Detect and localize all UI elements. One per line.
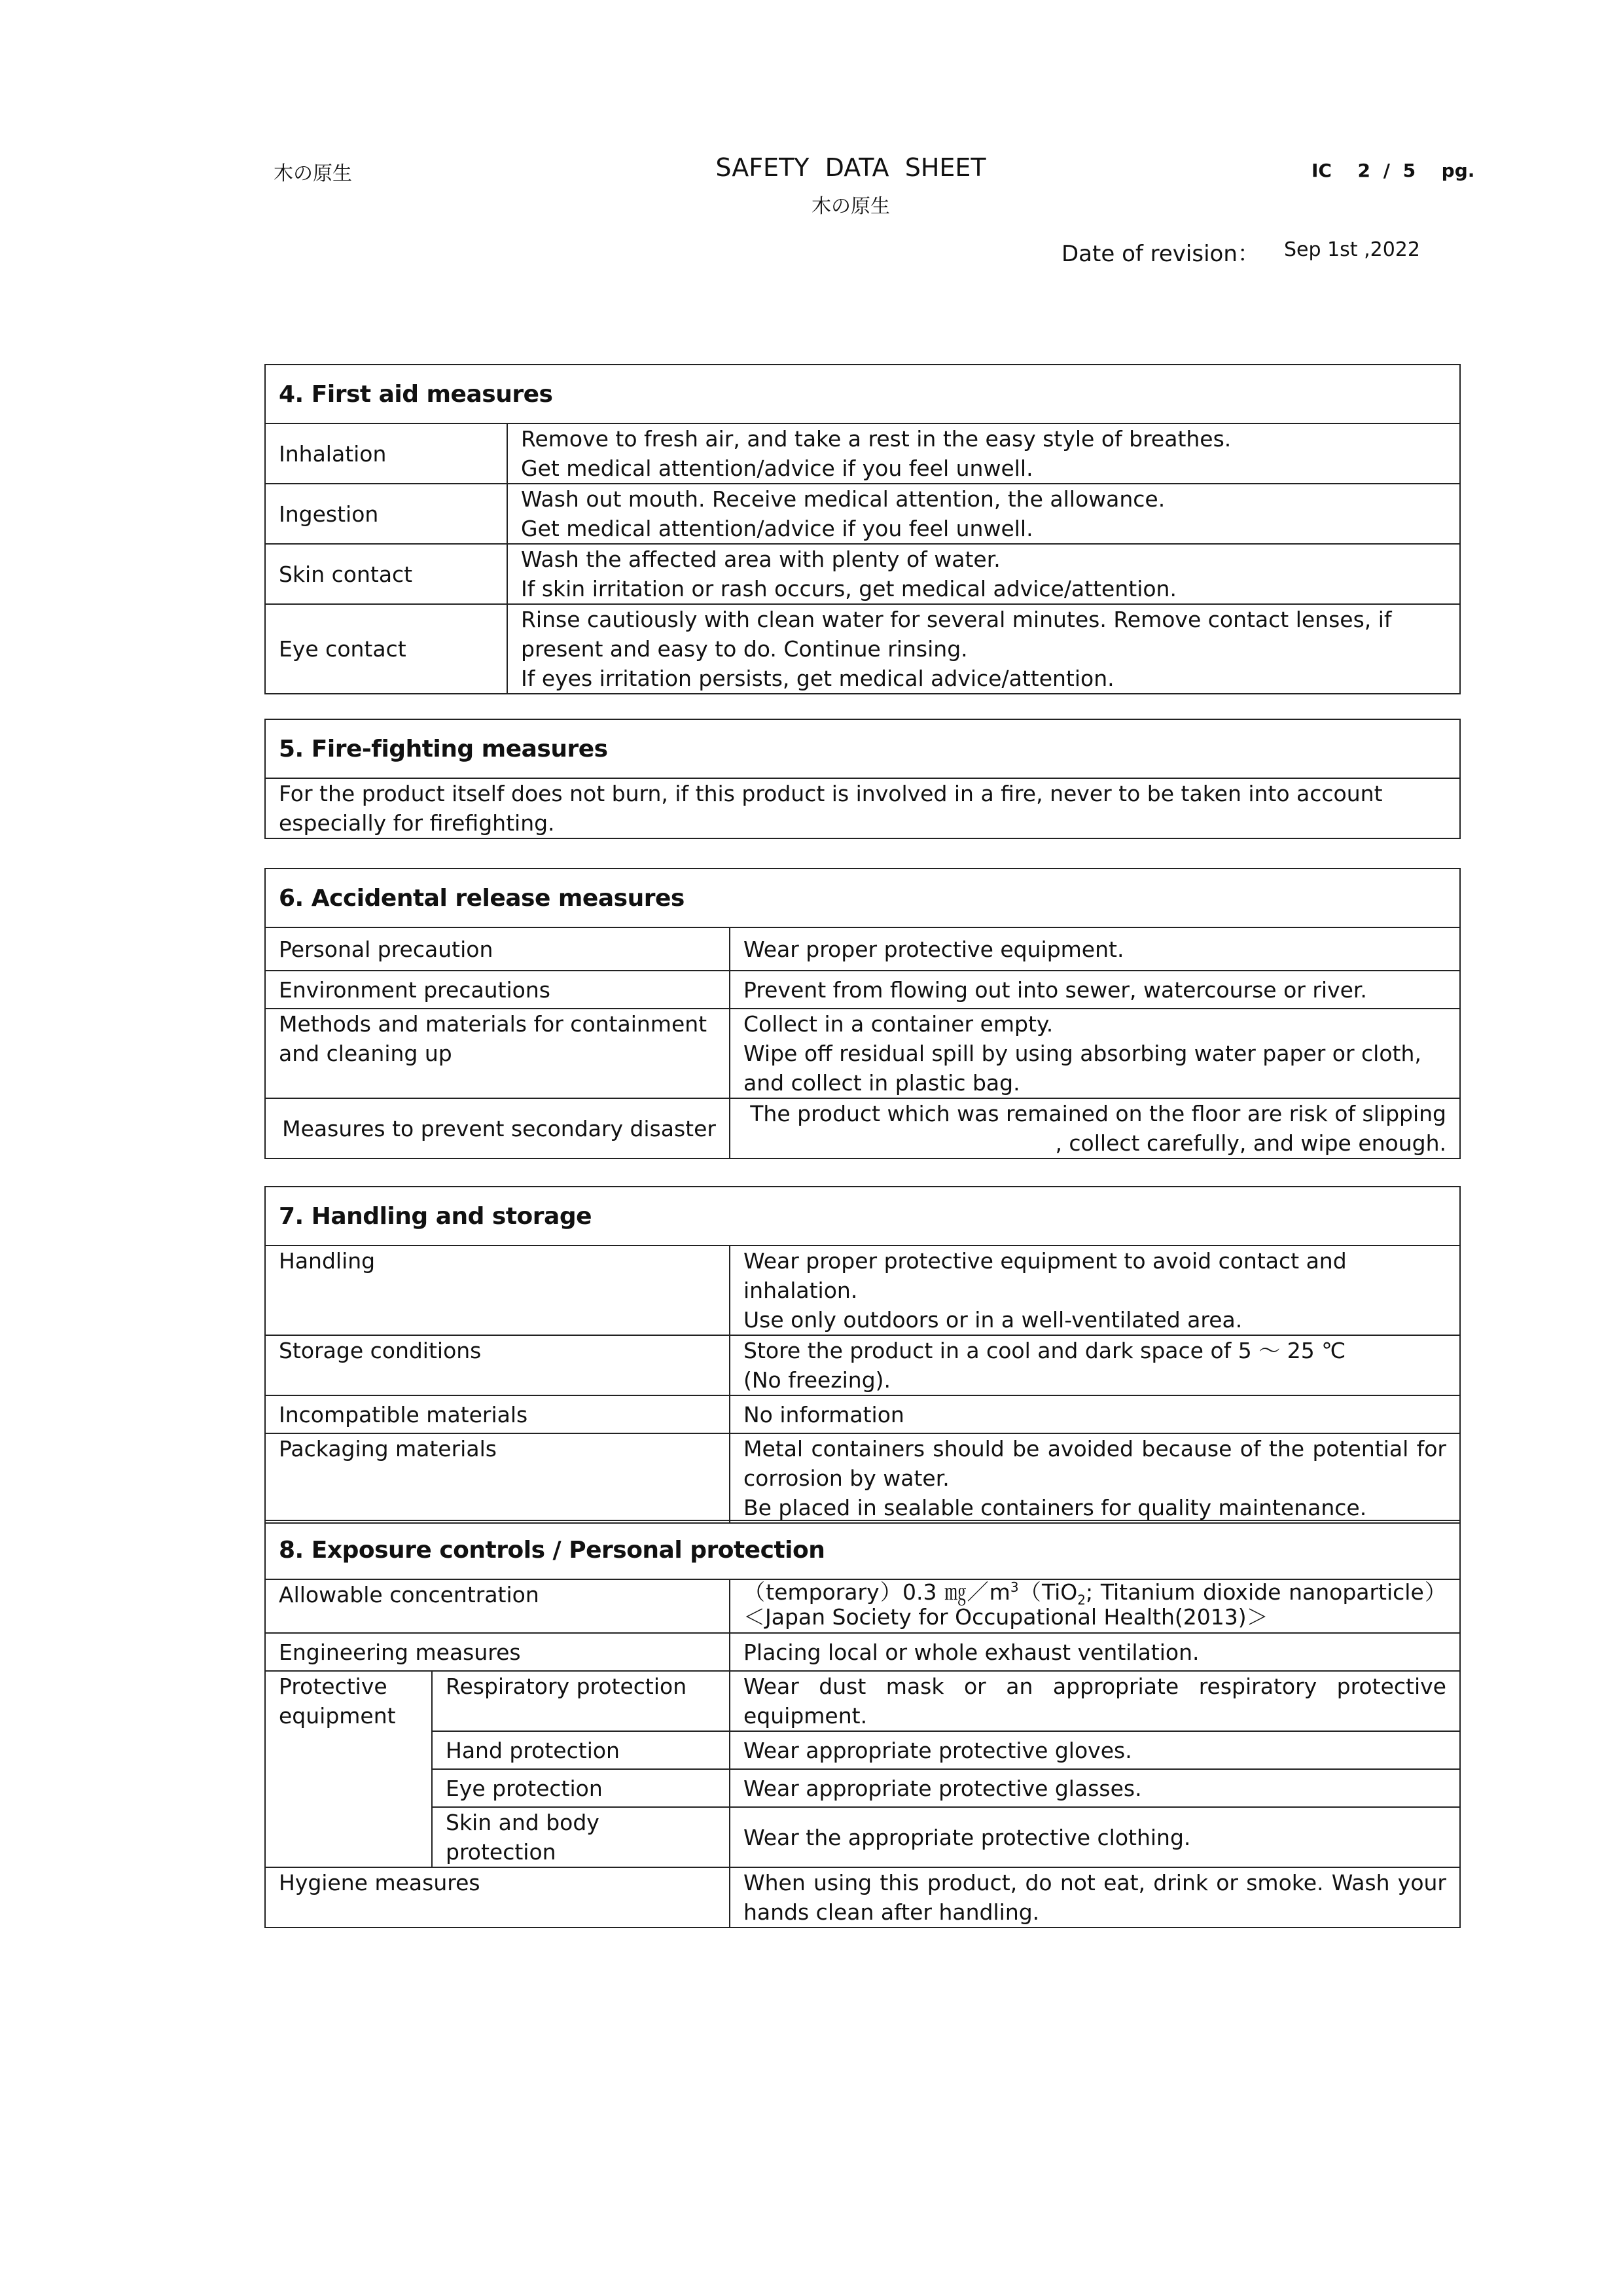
allowable-value-source: ＜Japan Society for Occupational Health(2013)＞ (743, 1604, 1268, 1630)
allowable-value-part: （TiO (1018, 1579, 1078, 1605)
row-value: Rinse cautiously with clean water for several minutes. Remove contact lenses, if present and easy to do. Continue rinsing. If eyes irritation persists, get medical advice/attention. (507, 604, 1460, 694)
row-label: Inhalation (265, 423, 507, 484)
section-heading: 6. Accidental release measures (265, 869, 1460, 927)
row-label: Eye protection (432, 1769, 730, 1807)
protective-equipment-label: Protective equipment (265, 1671, 432, 1867)
section-handling-storage (264, 1186, 1461, 1524)
allowable-value-part: （temporary）0.3 ㎎／m (743, 1579, 1010, 1605)
engineering-measures-value: Placing local or whole exhaust ventilation. (730, 1633, 1460, 1671)
section-first-aid (264, 364, 1461, 694)
row-value: Wear proper protective equipment. (730, 927, 1460, 971)
section-heading: 8. Exposure controls / Personal protection (265, 1520, 1460, 1579)
row-value: Wash the affected area with plenty of water. If skin irritation or rash occurs, get medical advice/attention. (507, 544, 1460, 604)
row-label: Incompatible materials (265, 1395, 730, 1433)
allowable-value-part: ; Titanium dioxide nanoparticle） (1086, 1579, 1446, 1605)
row-label: Skin and body protection (432, 1807, 730, 1867)
row-value: No information (730, 1395, 1460, 1433)
row-value: Store the product in a cool and dark space of 5 ～ 25 ℃ (No freezing). (730, 1335, 1460, 1395)
row-value: Wear dust mask or an appropriate respiratory protective equipment. (730, 1671, 1460, 1731)
revision-date: Sep 1st ,2022 (1284, 238, 1420, 261)
engineering-measures-label: Engineering measures (265, 1633, 730, 1671)
row-label: Handling (265, 1246, 730, 1335)
section-text: For the product itself does not burn, if this product is involved in a fire, never to be taken into account especially for firefighting. (265, 778, 1460, 838)
header-company-name: 木の原生 (274, 162, 352, 185)
row-label: Methods and materials for containment and cleaning up (265, 1009, 730, 1098)
row-value: Wash out mouth. Receive medical attention, the allowance. Get medical attention/advice if you feel unwell. (507, 484, 1460, 544)
row-label: Respiratory protection (432, 1671, 730, 1731)
document-subtitle: 木の原生 (812, 195, 890, 218)
allowable-value-sup: 3 (1010, 1579, 1019, 1595)
row-value: The product which was remained on the floor are risk of slipping , collect carefully, and wipe enough. (730, 1098, 1460, 1158)
section-heading: 5. Fire-fighting measures (265, 719, 1460, 778)
allowable-concentration-value (730, 1579, 1460, 1633)
row-value: Metal containers should be avoided because of the potential for corrosion by water. Be placed in sealable containers for quality maintenance. (730, 1433, 1460, 1523)
row-value: Wear proper protective equipment to avoid contact and inhalation. Use only outdoors or in a well-ventilated area. (730, 1246, 1460, 1335)
row-value: Wear appropriate protective gloves. (730, 1731, 1460, 1769)
row-label: Storage conditions (265, 1335, 730, 1395)
section-heading: 7. Handling and storage (265, 1187, 1460, 1246)
row-label: Packaging materials (265, 1433, 730, 1523)
section-accidental-release (264, 868, 1461, 1159)
row-value: Wear appropriate protective glasses. (730, 1769, 1460, 1807)
row-label: Measures to prevent secondary disaster (265, 1098, 730, 1158)
revision-date-label: Date of revision： (1061, 241, 1260, 267)
row-label: Eye contact (265, 604, 507, 694)
row-value: Wear the appropriate protective clothing. (730, 1807, 1460, 1867)
row-label: Hand protection (432, 1731, 730, 1769)
row-label: Ingestion (265, 484, 507, 544)
hygiene-measures-label: Hygiene measures (265, 1867, 730, 1928)
row-value: Remove to fresh air, and take a rest in the easy style of breathes. Get medical attention/advice if you feel unwell. (507, 423, 1460, 484)
section-heading: 4. First aid measures (265, 365, 1460, 423)
document-title: SAFETY DATA SHEET (715, 153, 986, 182)
row-value: Prevent from flowing out into sewer, watercourse or river. (730, 971, 1460, 1009)
section-fire-fighting (264, 719, 1461, 839)
allowable-value-sub: 2 (1077, 1592, 1086, 1608)
row-label: Skin contact (265, 544, 507, 604)
allowable-concentration-label: Allowable concentration (265, 1579, 730, 1633)
row-value: Collect in a container empty. Wipe off residual spill by using absorbing water paper or cloth, and collect in plastic bag. (730, 1009, 1460, 1098)
row-label: Personal precaution (265, 927, 730, 971)
page-number: IC 2 / 5 pg. (1311, 160, 1475, 181)
row-label: Environment precautions (265, 971, 730, 1009)
hygiene-measures-value: When using this product, do not eat, drink or smoke. Wash your hands clean after handling. (730, 1867, 1460, 1928)
section-exposure-controls (264, 1520, 1461, 1928)
